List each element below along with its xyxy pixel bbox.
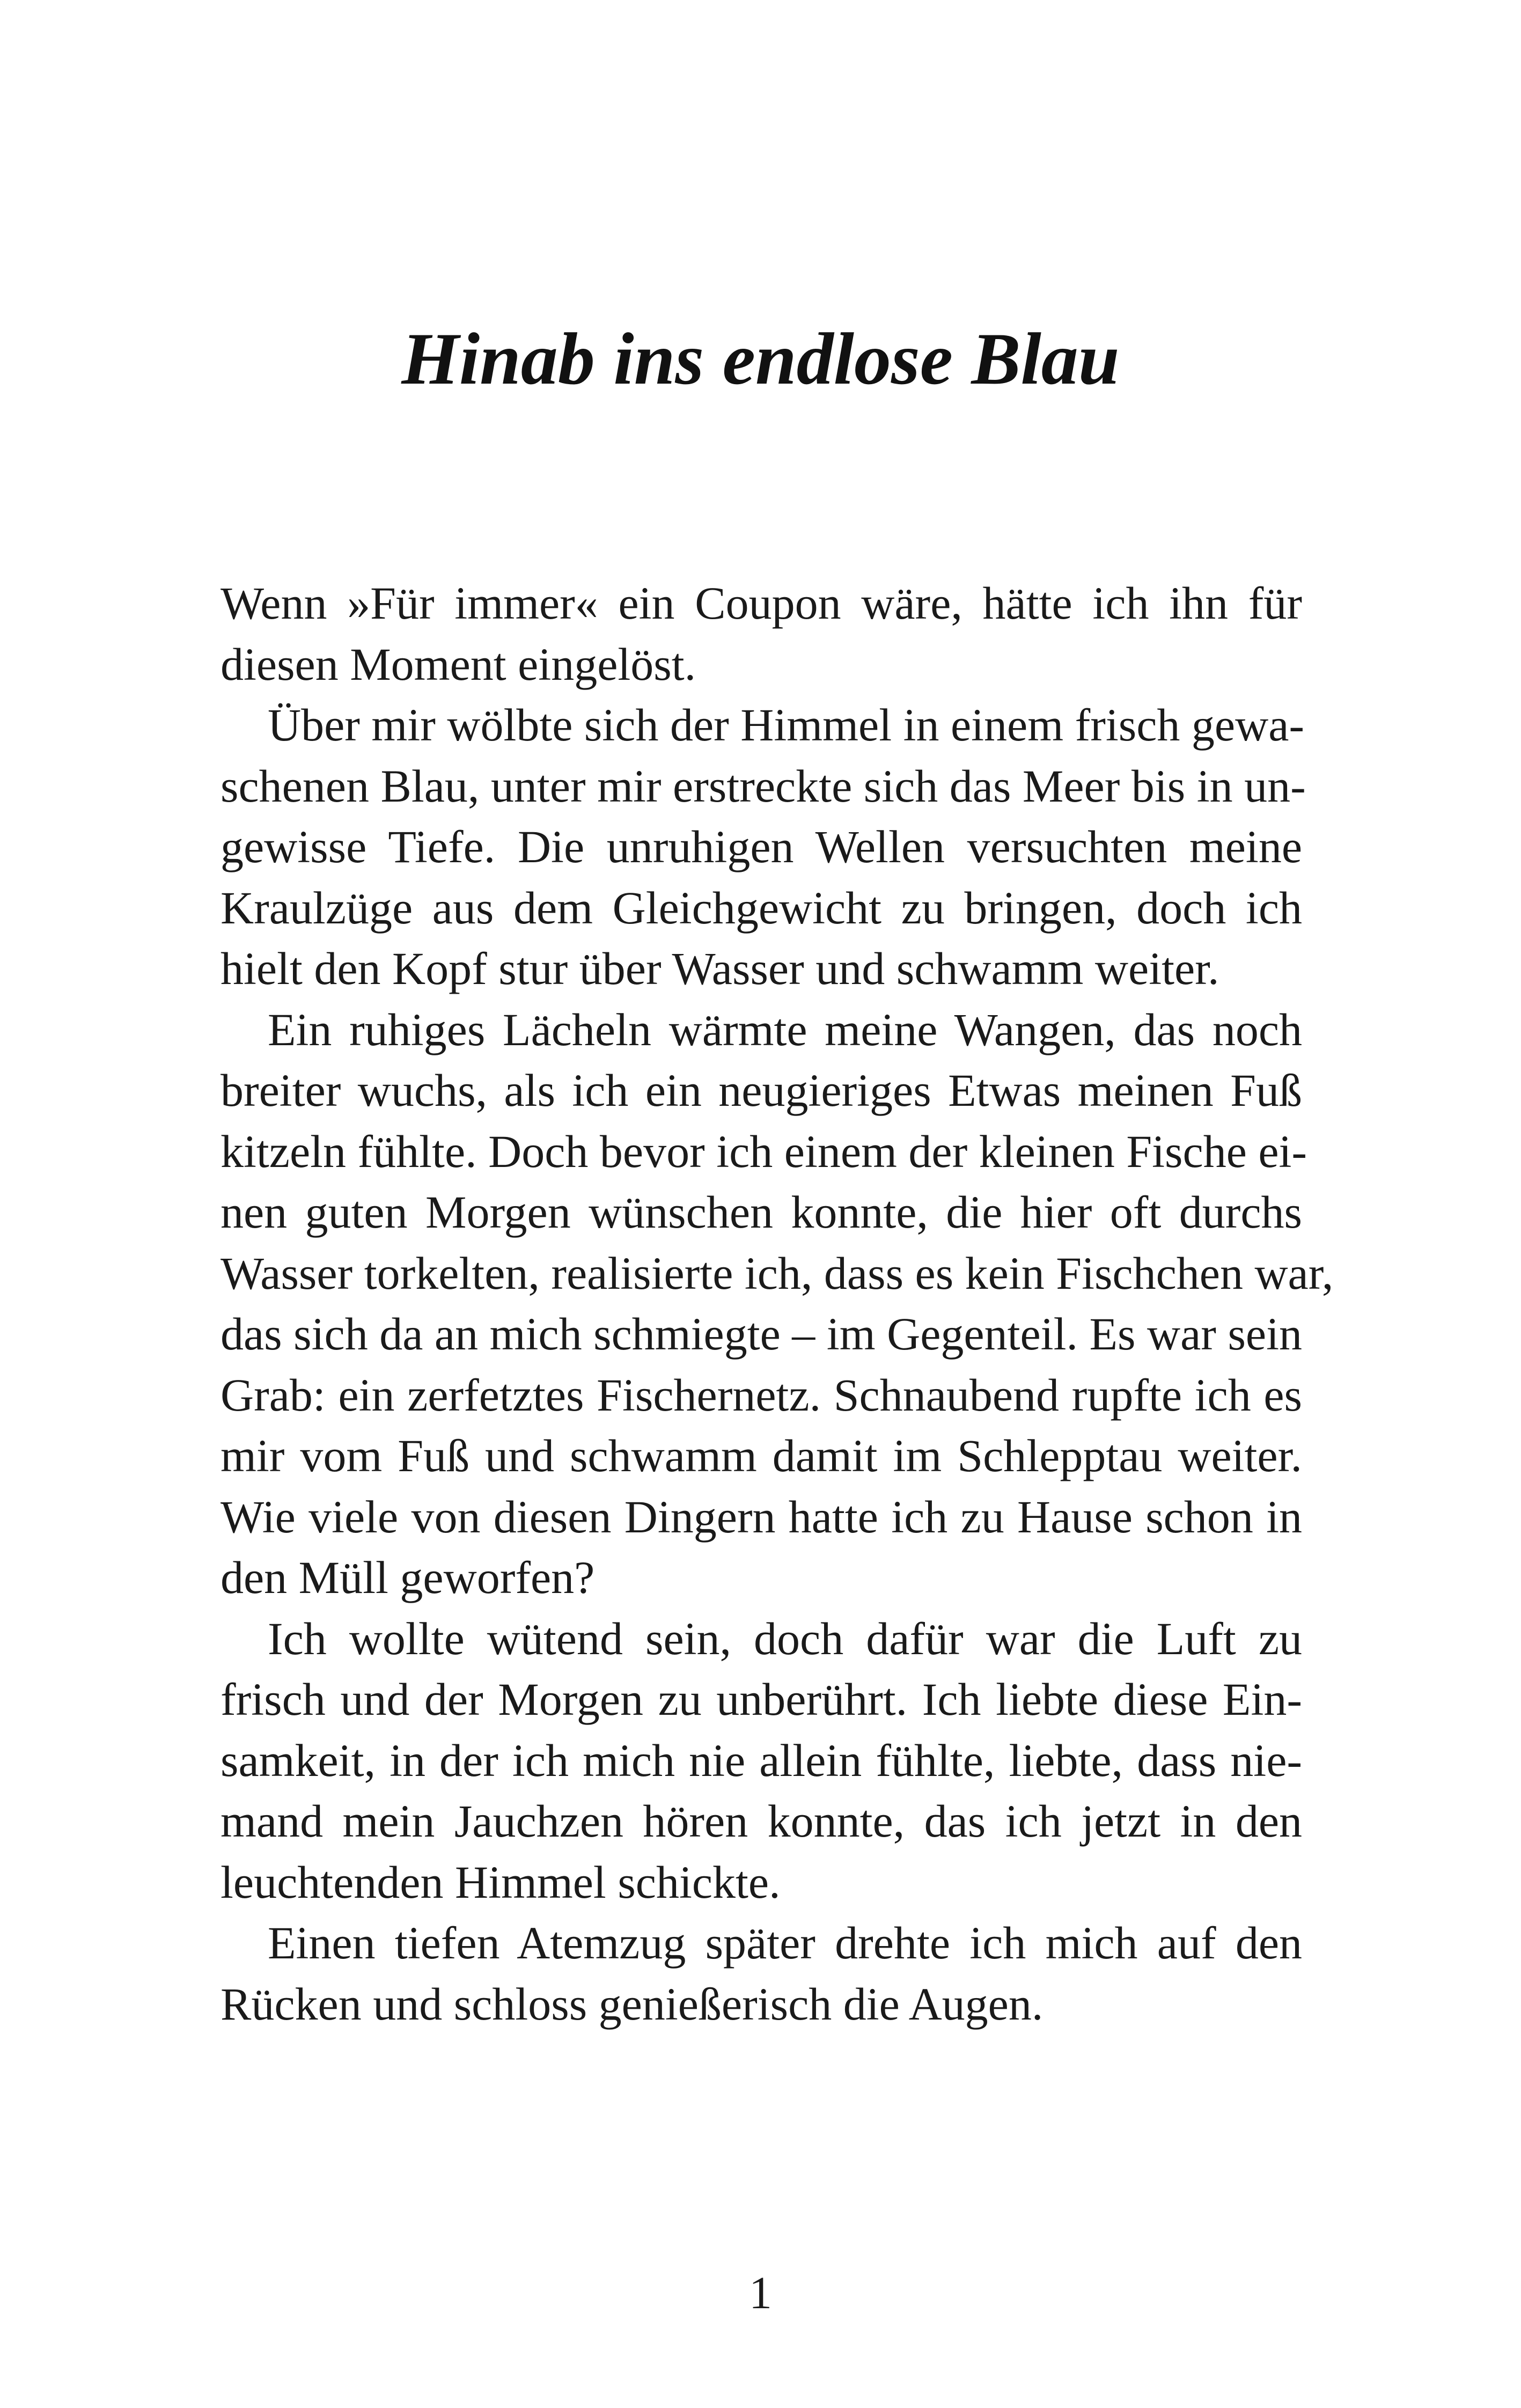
text-line: Einen tiefen Atemzug später drehte ich mich auf den bbox=[268, 1917, 1302, 1969]
text-line: gewisse Tiefe. Die unruhigen Wellen versuchten meine bbox=[221, 821, 1302, 872]
text-line: kitzeln fühlte. Doch bevor ich einem der kleinen Fische ei- bbox=[221, 1125, 1307, 1177]
chapter-title: Hinab ins endlose Blau bbox=[401, 318, 1120, 400]
text-line: Wie viele von diesen Dingern hatte ich zu Hause schon in bbox=[221, 1491, 1302, 1543]
text-line: mand mein Jauchzen hören konnte, das ich jetzt in den bbox=[221, 1795, 1302, 1847]
text-line: diesen Moment eingelöst. bbox=[221, 638, 696, 690]
text-line: frisch und der Morgen zu unberührt. Ich liebte diese Ein- bbox=[221, 1673, 1302, 1725]
text-line: Ein ruhiges Lächeln wärmte meine Wangen, das noch bbox=[268, 1003, 1302, 1055]
text-line: Rücken und schloss genießerisch die Augen. bbox=[221, 1978, 1044, 2030]
text-line: hielt den Kopf stur über Wasser und schwamm weiter. bbox=[221, 943, 1219, 994]
text-line: das sich da an mich schmiegte – im Gegenteil. Es war sein bbox=[221, 1308, 1302, 1360]
body-text bbox=[221, 573, 1334, 2035]
page-number: 1 bbox=[749, 2267, 772, 2318]
text-line: breiter wuchs, als ich ein neugieriges Etwas meinen Fuß bbox=[221, 1064, 1302, 1116]
text-line: samkeit, in der ich mich nie allein fühlte, liebte, dass nie- bbox=[221, 1734, 1302, 1786]
text-line: den Müll geworfen? bbox=[221, 1552, 595, 1603]
text-line: schenen Blau, unter mir erstreckte sich das Meer bis in un- bbox=[221, 760, 1306, 812]
text-line: Wenn »Für immer« ein Coupon wäre, hätte ich ihn für bbox=[221, 577, 1302, 629]
text-line: Kraulzüge aus dem Gleichgewicht zu bringen, doch ich bbox=[221, 882, 1302, 934]
text-line: leuchtenden Himmel schickte. bbox=[221, 1856, 781, 1908]
text-line: Wasser torkelten, realisierte ich, dass es kein Fischchen war, bbox=[221, 1247, 1334, 1299]
text-line: Grab: ein zerfetztes Fischernetz. Schnaubend rupfte ich es bbox=[221, 1369, 1302, 1421]
text-line: nen guten Morgen wünschen konnte, die hier oft durchs bbox=[221, 1186, 1302, 1238]
text-line: Über mir wölbte sich der Himmel in einem frisch gewa- bbox=[268, 699, 1305, 751]
text-line: mir vom Fuß und schwamm damit im Schlepptau weiter. bbox=[221, 1430, 1302, 1481]
text-line: Ich wollte wütend sein, doch dafür war die Luft zu bbox=[268, 1612, 1302, 1664]
